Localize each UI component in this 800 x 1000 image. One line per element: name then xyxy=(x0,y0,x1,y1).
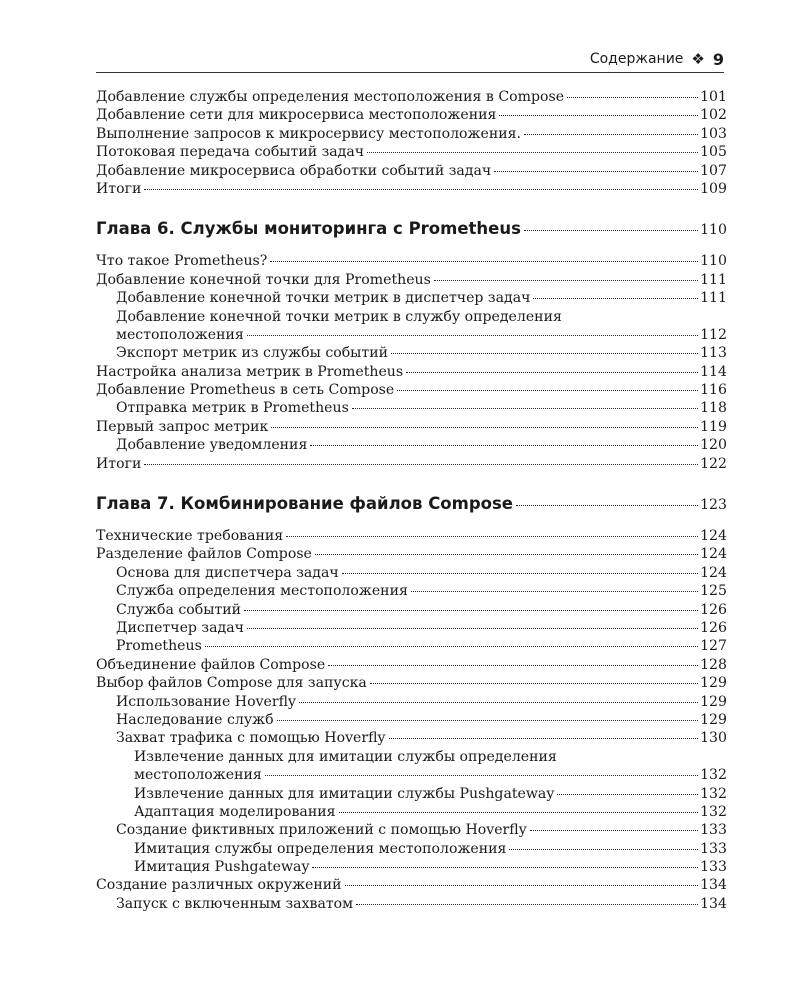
toc-entry-title: Добавление конечной точки метрик в диспетчер задач xyxy=(116,290,531,307)
dot-leader xyxy=(524,230,698,231)
toc-entry-title: Запуск с включенным захватом xyxy=(116,895,354,912)
dot-leader xyxy=(299,702,698,703)
toc-group-chapter7 xyxy=(96,527,727,913)
toc-entry[interactable] xyxy=(96,564,727,582)
toc-entry-page: 126 xyxy=(700,619,727,636)
dot-leader xyxy=(312,867,698,868)
toc-entry[interactable] xyxy=(96,729,727,747)
dot-leader xyxy=(205,646,698,647)
toc-entry[interactable] xyxy=(96,619,727,637)
dot-leader xyxy=(342,573,698,574)
dot-leader xyxy=(494,171,698,172)
toc-entry-title: Наследование служб xyxy=(116,711,274,728)
toc-entry-page: 120 xyxy=(700,437,727,454)
toc-entry-title: Экспорт метрик из службы событий xyxy=(116,345,388,362)
toc-entry[interactable] xyxy=(96,143,727,161)
dot-leader xyxy=(567,97,698,98)
toc-entry-title: Добавление микросервиса обработки событий задач xyxy=(96,162,492,179)
toc-entry-page: 102 xyxy=(700,107,727,124)
toc-entry[interactable] xyxy=(96,821,727,839)
toc-entry[interactable] xyxy=(96,637,727,655)
toc-entry-page: 109 xyxy=(700,180,727,197)
toc-entry[interactable] xyxy=(96,436,727,454)
toc-entry[interactable] xyxy=(96,399,727,417)
toc-entry-page: 127 xyxy=(700,638,727,655)
toc-entry[interactable] xyxy=(96,418,727,436)
dot-leader xyxy=(352,408,698,409)
toc-entry-title: Потоковая передача событий задач xyxy=(96,144,365,161)
dot-leader xyxy=(367,152,698,153)
toc-entry-page: 133 xyxy=(700,840,727,857)
toc-entry-page: 122 xyxy=(700,455,727,472)
toc-entry-title: Добавление конечной точки для Prometheus xyxy=(96,271,431,288)
toc-entry-title: Использование Hoverfly xyxy=(116,693,296,710)
dot-leader xyxy=(557,794,698,795)
toc-entry[interactable] xyxy=(96,308,727,326)
toc-entry[interactable] xyxy=(96,381,727,399)
dot-leader xyxy=(524,134,698,135)
toc-entry-title: Адаптация моделирования xyxy=(134,803,336,820)
toc-entry-title: Захват трафика с помощью Hoverfly xyxy=(116,730,386,747)
toc-entry-title: Настройка анализа метрик в Prometheus xyxy=(96,363,404,380)
toc-entry[interactable] xyxy=(96,180,727,198)
dot-leader xyxy=(244,610,698,611)
toc-entry[interactable] xyxy=(96,344,727,362)
toc-entry-page: 105 xyxy=(700,144,727,161)
dot-leader xyxy=(533,298,698,299)
chapter-title: Глава 6. Службы мониторинга с Prometheus xyxy=(96,219,521,239)
toc-entry-page: 103 xyxy=(700,125,727,142)
dot-leader xyxy=(509,849,698,850)
toc-entry-page: 107 xyxy=(700,162,727,179)
header-rule xyxy=(96,72,724,73)
toc-entry-title: Выбор файлов Compose для запуска xyxy=(96,675,367,692)
ornament-icon: ❖ xyxy=(691,50,705,68)
toc-entry-title: Имитация Pushgateway xyxy=(134,859,310,876)
toc-entry-page: 119 xyxy=(700,418,727,435)
toc-entry[interactable] xyxy=(96,527,727,545)
dot-leader xyxy=(530,830,698,831)
toc-entry-page: 111 xyxy=(700,271,727,288)
toc-entry-page: 111 xyxy=(700,290,727,307)
dot-leader xyxy=(144,464,698,465)
toc-entry-page: 114 xyxy=(700,363,727,380)
running-header xyxy=(96,48,724,70)
toc-entry[interactable] xyxy=(96,711,727,729)
toc-entry[interactable] xyxy=(96,455,727,473)
toc-entry-title: Создание фиктивных приложений с помощью Hoverfly xyxy=(116,822,527,839)
toc-entry-page: 132 xyxy=(700,785,727,802)
toc-entry-page: 134 xyxy=(700,877,727,894)
toc-entry-page: 113 xyxy=(700,345,727,362)
toc-entry-page: 134 xyxy=(700,895,727,912)
chapter-heading-6[interactable] xyxy=(96,220,727,246)
dot-leader xyxy=(391,353,698,354)
toc-entry-title: Разделение файлов Compose xyxy=(96,546,312,563)
toc-entry-page: 101 xyxy=(700,89,727,105)
toc-entry-title: Что такое Prometheus? xyxy=(96,253,268,270)
dot-leader xyxy=(406,372,698,373)
chapter-heading-7[interactable] xyxy=(96,495,727,521)
dot-leader xyxy=(265,775,698,776)
toc-entry-title: Извлечение данных для имитации службы определения xyxy=(134,748,557,765)
dot-leader xyxy=(356,904,698,905)
toc-entry-title: Добавление уведомления xyxy=(116,437,308,454)
dot-leader xyxy=(499,115,698,116)
dot-leader xyxy=(315,554,698,555)
dot-leader xyxy=(328,665,698,666)
toc-group-chapter6 xyxy=(96,252,727,473)
toc-group-continuation xyxy=(96,88,727,198)
toc-entry-continuation[interactable] xyxy=(96,766,727,784)
toc-entry-title: Итоги xyxy=(96,180,142,197)
toc-entry-page: 124 xyxy=(700,546,727,563)
dot-leader xyxy=(339,812,699,813)
dot-leader xyxy=(247,628,698,629)
dot-leader xyxy=(271,427,698,428)
toc-entry-title: Добавление сети для микросервиса местоположения xyxy=(96,107,497,124)
toc-entry-title: Создание различных окружений xyxy=(96,877,342,894)
toc-entry[interactable] xyxy=(96,252,727,270)
dot-leader xyxy=(434,280,698,281)
toc-entry-title: Диспетчер задач xyxy=(116,619,244,636)
chapter-page: 110 xyxy=(700,222,727,239)
toc-entry[interactable] xyxy=(96,125,727,143)
toc-entry-page: 124 xyxy=(700,564,727,581)
dot-leader xyxy=(397,390,698,391)
toc-entry[interactable] xyxy=(96,840,727,858)
toc-entry[interactable] xyxy=(96,162,727,180)
toc-entry[interactable] xyxy=(96,106,727,124)
toc-entry-page: 110 xyxy=(700,253,727,270)
toc-entry-title-cont: местоположения xyxy=(134,767,262,784)
toc-entry-title: Основа для диспетчера задач xyxy=(116,564,339,581)
toc-entry-title: Добавление конечной точки метрик в службу определения xyxy=(116,308,562,325)
toc-entry-title: Служба событий xyxy=(116,601,242,618)
dot-leader xyxy=(411,591,698,592)
toc-entry-page: 118 xyxy=(700,400,727,417)
section-name: Содержание xyxy=(589,51,684,67)
toc-entry-continuation[interactable] xyxy=(96,326,727,344)
dot-leader xyxy=(310,445,698,446)
toc-entry-title: Отправка метрик в Prometheus xyxy=(116,400,349,417)
toc-entry[interactable] xyxy=(96,803,727,821)
dot-leader xyxy=(277,720,699,721)
toc-entry-title: Извлечение данных для имитации службы Pushgateway xyxy=(134,785,555,802)
chapter-page: 123 xyxy=(700,497,727,514)
toc-entry-page: 126 xyxy=(700,601,727,618)
toc-entry[interactable] xyxy=(96,656,727,674)
toc-entry-title: Первый запрос метрик xyxy=(96,418,269,435)
dot-leader xyxy=(270,261,698,262)
dot-leader xyxy=(370,683,698,684)
toc-entry[interactable] xyxy=(96,289,727,307)
toc-entry-title: Технические требования xyxy=(96,528,284,545)
chapter-title: Глава 7. Комбинирование файлов Compose xyxy=(96,494,513,514)
dot-leader xyxy=(144,189,698,190)
toc-entry-title: Объединение файлов Compose xyxy=(96,656,326,673)
toc-entry-title: Prometheus xyxy=(116,638,202,655)
toc-entry-title-cont: местоположения xyxy=(116,326,244,343)
toc-entry-title: Добавление службы определения местоположения в Compose xyxy=(96,89,565,105)
toc-entry-page: 124 xyxy=(700,528,727,545)
toc-entry-page: 129 xyxy=(700,675,727,692)
toc-entry[interactable] xyxy=(96,545,727,563)
toc-entry-page: 116 xyxy=(700,382,727,399)
table-of-contents xyxy=(96,88,727,913)
toc-entry-page: 125 xyxy=(700,583,727,600)
toc-entry[interactable] xyxy=(96,876,727,894)
toc-entry[interactable] xyxy=(96,785,727,803)
toc-entry[interactable] xyxy=(96,271,727,289)
toc-entry-page: 133 xyxy=(700,859,727,876)
toc-entry-page: 128 xyxy=(700,656,727,673)
toc-entry-page: 129 xyxy=(700,693,727,710)
dot-leader xyxy=(345,885,699,886)
toc-entry-title: Служба определения местоположения xyxy=(116,583,408,600)
toc-entry[interactable] xyxy=(96,693,727,711)
toc-entry[interactable] xyxy=(96,582,727,600)
toc-entry[interactable] xyxy=(96,88,727,106)
toc-entry-title: Имитация службы определения местоположения xyxy=(134,840,507,857)
toc-entry[interactable] xyxy=(96,363,727,381)
toc-entry-title: Добавление Prometheus в сеть Compose xyxy=(96,382,395,399)
dot-leader xyxy=(247,335,698,336)
toc-entry-page: 112 xyxy=(700,326,727,343)
dot-leader xyxy=(286,536,698,537)
toc-entry[interactable] xyxy=(96,858,727,876)
toc-entry-page: 132 xyxy=(700,803,727,820)
toc-entry[interactable] xyxy=(96,748,727,766)
toc-entry-title: Выполнение запросов к микросервису местоположения. xyxy=(96,125,522,142)
toc-entry-page: 130 xyxy=(700,730,727,747)
toc-entry-page: 129 xyxy=(700,711,727,728)
toc-entry[interactable] xyxy=(96,895,727,913)
toc-entry[interactable] xyxy=(96,601,727,619)
toc-entry-title: Итоги xyxy=(96,455,142,472)
dot-leader xyxy=(389,738,699,739)
page-number: 9 xyxy=(712,49,724,69)
toc-entry-page: 132 xyxy=(700,767,727,784)
toc-entry-page: 133 xyxy=(700,822,727,839)
toc-entry[interactable] xyxy=(96,674,727,692)
dot-leader xyxy=(516,505,698,506)
